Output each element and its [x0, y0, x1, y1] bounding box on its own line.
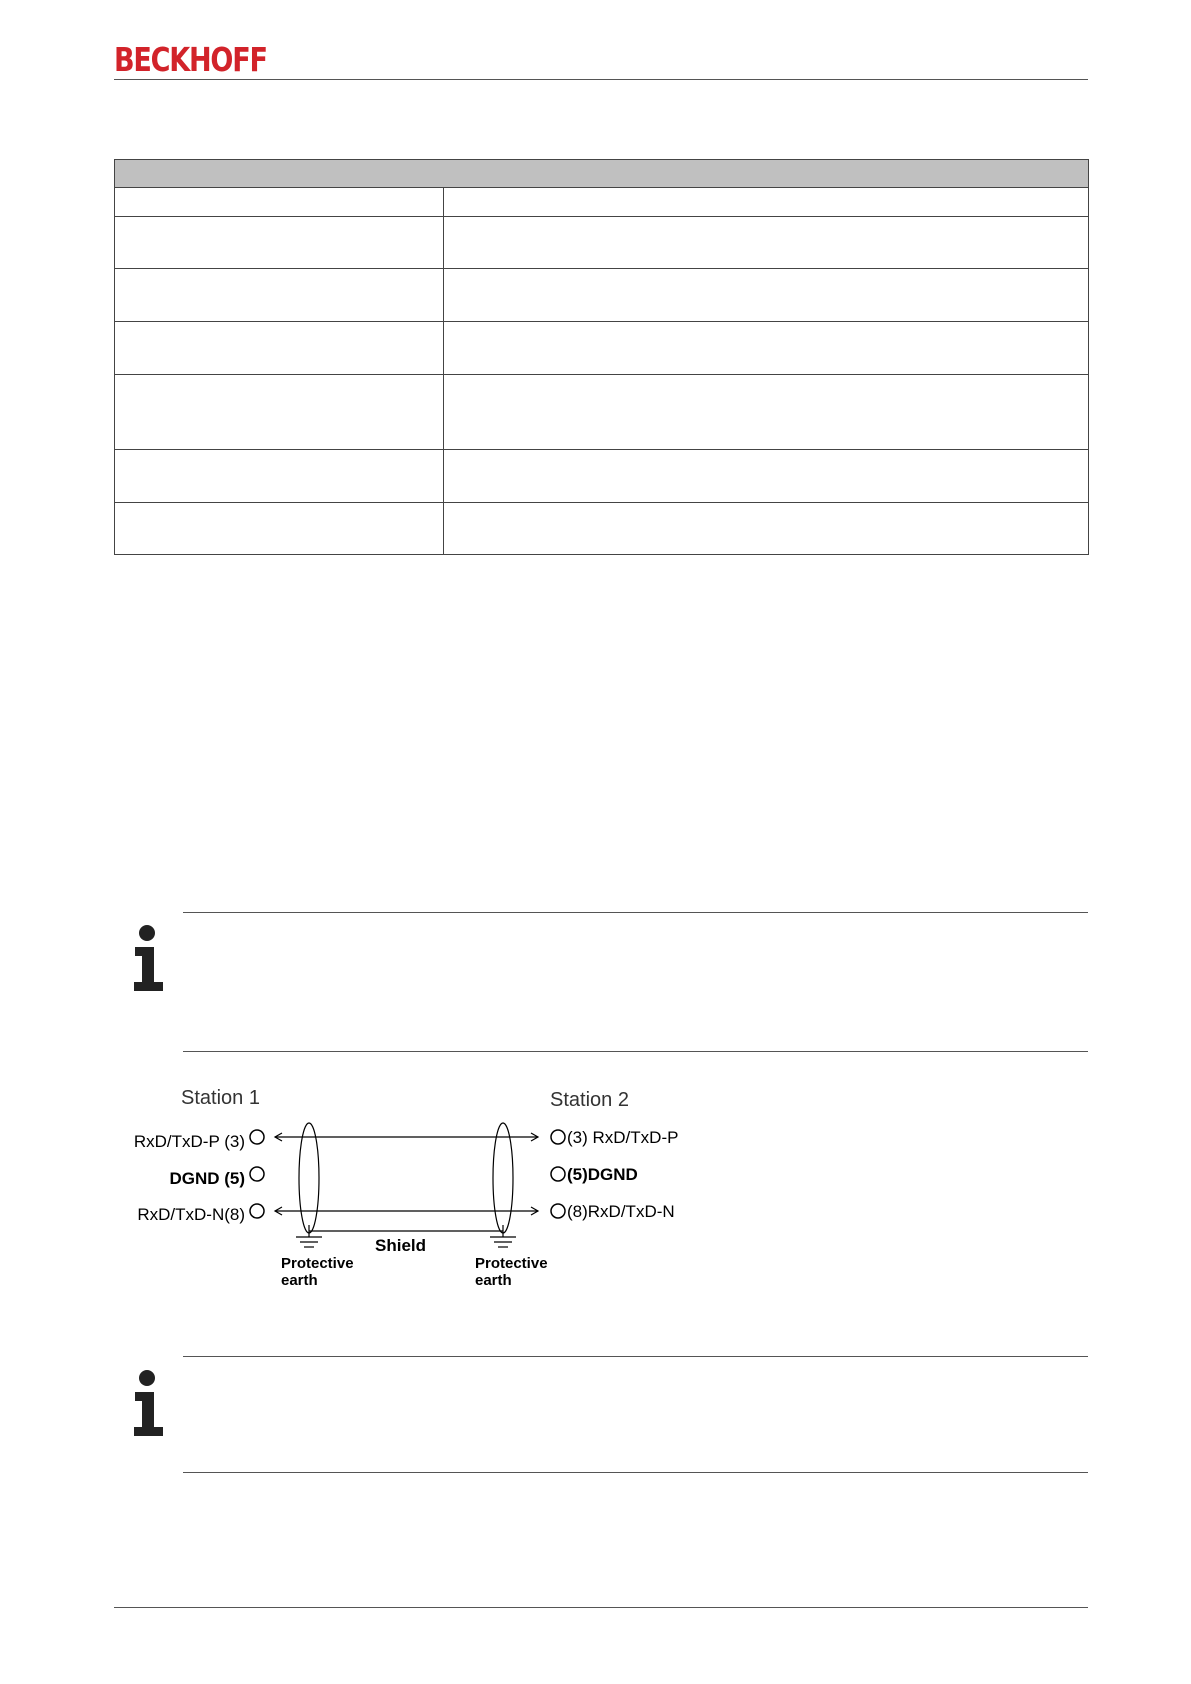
info-icon	[132, 924, 166, 992]
wiring-diagram	[110, 1075, 710, 1295]
left-pin-label: RxD/TxD-P (3)	[133, 1132, 245, 1151]
table-header-row	[115, 160, 1089, 188]
footer-rule	[114, 1607, 1088, 1608]
pin-terminal	[551, 1167, 565, 1181]
spec-table	[114, 159, 1089, 555]
shield-label: Shield	[375, 1236, 427, 1255]
protective-earth-label: earth	[475, 1272, 512, 1289]
info-icon	[132, 1369, 166, 1437]
protective-earth-label: earth	[281, 1272, 318, 1289]
pin-terminal	[551, 1130, 565, 1144]
pin-terminal	[551, 1204, 565, 1218]
station2-label: Station 2	[550, 1089, 629, 1111]
shield-ellipse	[299, 1123, 319, 1233]
station1-label: Station 1	[181, 1087, 260, 1109]
protective-earth-label: Protective	[281, 1255, 354, 1272]
left-pin-label: DGND (5)	[169, 1169, 245, 1188]
note-rule-bottom	[183, 1472, 1088, 1473]
note-rule-top	[183, 912, 1088, 913]
pin-terminal	[250, 1204, 264, 1218]
table-row	[115, 322, 1089, 375]
right-pin-label: (3) RxD/TxD-P	[567, 1128, 679, 1147]
note-rule-top	[183, 1356, 1088, 1357]
left-pin-label: RxD/TxD-N(8)	[137, 1205, 245, 1224]
right-pin-label: (5)DGND	[567, 1165, 638, 1184]
beckhoff-logo: BECKHOFF	[114, 40, 267, 79]
table-row	[115, 217, 1089, 269]
protective-earth-label: Protective	[475, 1255, 548, 1272]
pin-terminal	[250, 1167, 264, 1181]
right-pin-label: (8)RxD/TxD-N	[567, 1202, 675, 1221]
signal-line	[275, 1207, 538, 1215]
note-rule-bottom	[183, 1051, 1088, 1052]
table-row	[115, 450, 1089, 503]
shield-ellipse	[493, 1123, 513, 1233]
signal-line	[275, 1133, 538, 1141]
table-row	[115, 503, 1089, 555]
header-rule	[114, 79, 1088, 80]
pin-terminal	[250, 1130, 264, 1144]
table-row	[115, 188, 1089, 217]
table-row	[115, 375, 1089, 450]
table-row	[115, 269, 1089, 322]
